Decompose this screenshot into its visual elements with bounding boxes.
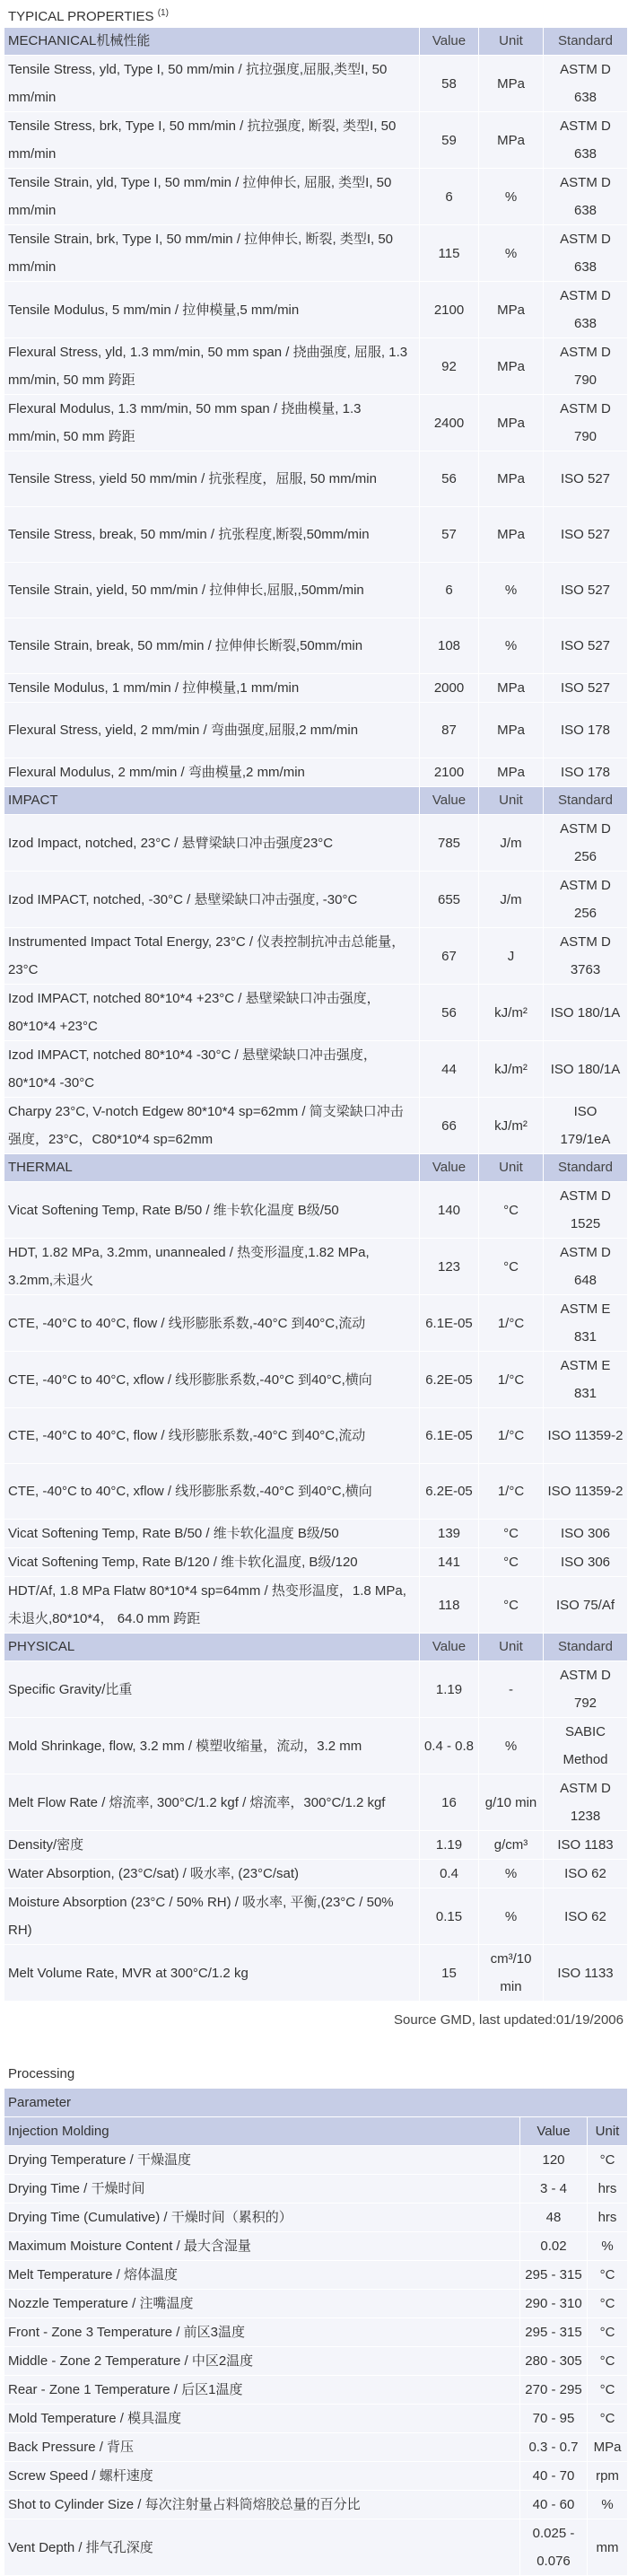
- property-row: [4, 282, 628, 338]
- value-header: Value: [520, 2117, 588, 2146]
- property-name: CTE, -40°C to 40°C, xflow / 线形膨胀系数,-40°C 到40°C,横向: [4, 1352, 420, 1408]
- processing-parameter: Mold Temperature / 模具温度: [4, 2405, 520, 2433]
- property-standard: ISO 62: [544, 1860, 628, 1888]
- value-header: Value: [420, 1154, 479, 1182]
- property-standard: ISO 1183: [544, 1831, 628, 1860]
- properties-table: [4, 27, 628, 2002]
- property-value: 57: [420, 507, 479, 563]
- value-header: Value: [420, 787, 479, 815]
- property-value: 123: [420, 1239, 479, 1295]
- property-standard: ISO 527: [544, 618, 628, 674]
- property-row: [4, 1577, 628, 1634]
- processing-value: 270 - 295: [520, 2376, 588, 2405]
- processing-row: [4, 2261, 628, 2290]
- property-value: 2400: [420, 395, 479, 451]
- property-row: [4, 1239, 628, 1295]
- processing-table-body: [4, 2089, 628, 2576]
- property-row: [4, 451, 628, 507]
- source-note: Source GMD, last updated:01/19/2006: [394, 2012, 624, 2028]
- property-name: Flexural Modulus, 2 mm/min / 弯曲模量,2 mm/min: [4, 758, 420, 787]
- property-name: Melt Flow Rate / 熔流率, 300°C/1.2 kgf / 熔流率，300°C/1.2 kgf: [4, 1774, 420, 1831]
- processing-value: 120: [520, 2146, 588, 2175]
- property-standard: ISO 11359-2: [544, 1408, 628, 1464]
- property-unit: MPa: [479, 507, 544, 563]
- property-value: 2100: [420, 758, 479, 787]
- property-unit: J/m: [479, 872, 544, 928]
- property-name: Tensile Strain, yld, Type I, 50 mm/min / 拉伸伸长, 屈服, 类型I, 50 mm/min: [4, 169, 420, 225]
- processing-parameter: Screw Speed / 螺杆速度: [4, 2462, 520, 2491]
- property-value: 6.1E-05: [420, 1295, 479, 1352]
- property-row: [4, 985, 628, 1041]
- processing-parameter: Front - Zone 3 Temperature / 前区3温度: [4, 2318, 520, 2347]
- property-standard: ISO 62: [544, 1888, 628, 1945]
- property-row: [4, 1548, 628, 1577]
- typical-properties: [4, 0, 627, 2034]
- processing-row: [4, 2347, 628, 2376]
- processing-unit: °C: [588, 2347, 628, 2376]
- property-row: [4, 1520, 628, 1548]
- standard-header: Standard: [544, 787, 628, 815]
- unit-header: Unit: [479, 1154, 544, 1182]
- processing-row: [4, 2318, 628, 2347]
- property-name: Tensile Stress, break, 50 mm/min / 抗张程度,断裂,50mm/min: [4, 507, 420, 563]
- property-name: Specific Gravity/比重: [4, 1661, 420, 1718]
- property-unit: °C: [479, 1239, 544, 1295]
- processing-unit: °C: [588, 2376, 628, 2405]
- property-value: 108: [420, 618, 479, 674]
- processing-title: Processing: [8, 2066, 75, 2081]
- property-unit: %: [479, 618, 544, 674]
- property-value: 44: [420, 1041, 479, 1098]
- processing-value: 48: [520, 2204, 588, 2232]
- processing-unit: hrs: [588, 2175, 628, 2204]
- section-header-row: [4, 787, 628, 815]
- processing-value: 40 - 60: [520, 2491, 588, 2519]
- property-value: 6.2E-05: [420, 1352, 479, 1408]
- property-unit: -: [479, 1661, 544, 1718]
- processing-parameter: Shot to Cylinder Size / 每次注射量占料筒熔胶总量的百分比: [4, 2491, 520, 2519]
- property-name: Izod Impact, notched, 23°C / 悬臂梁缺口冲击强度23°C: [4, 815, 420, 872]
- property-unit: MPa: [479, 56, 544, 112]
- section-title: IMPACT: [4, 787, 420, 815]
- property-standard: ISO 306: [544, 1520, 628, 1548]
- processing-unit: mm: [588, 2519, 628, 2576]
- processing-row: [4, 2462, 628, 2491]
- section-header-row: [4, 1154, 628, 1182]
- property-value: 118: [420, 1577, 479, 1634]
- property-row: [4, 169, 628, 225]
- property-row: [4, 1295, 628, 1352]
- section-title: PHYSICAL: [4, 1634, 420, 1661]
- property-value: 87: [420, 703, 479, 758]
- property-value: 6.2E-05: [420, 1464, 479, 1520]
- property-standard: ISO 179/1eA: [544, 1098, 628, 1154]
- property-name: Tensile Stress, brk, Type I, 50 mm/min / 抗拉强度, 断裂, 类型I, 50 mm/min: [4, 112, 420, 169]
- property-value: 1.19: [420, 1831, 479, 1860]
- property-row: [4, 1718, 628, 1774]
- processing-parameter: Drying Time (Cumulative) / 干燥时间（累积的）: [4, 2204, 520, 2232]
- property-row: [4, 507, 628, 563]
- property-row: [4, 395, 628, 451]
- property-value: 141: [420, 1548, 479, 1577]
- property-unit: MPa: [479, 282, 544, 338]
- processing-unit: %: [588, 2232, 628, 2261]
- property-standard: SABIC Method: [544, 1718, 628, 1774]
- property-value: 115: [420, 225, 479, 282]
- property-row: [4, 758, 628, 787]
- processing-table: [4, 2088, 628, 2576]
- property-unit: MPa: [479, 451, 544, 507]
- processing-unit: °C: [588, 2405, 628, 2433]
- property-row: [4, 928, 628, 985]
- property-unit: kJ/m²: [479, 985, 544, 1041]
- processing-section: [4, 2088, 627, 2576]
- processing-parameter: Middle - Zone 2 Temperature / 中区2温度: [4, 2347, 520, 2376]
- property-value: 140: [420, 1182, 479, 1239]
- property-name: Tensile Strain, brk, Type I, 50 mm/min / 拉伸伸长, 断裂, 类型I, 50 mm/min: [4, 225, 420, 282]
- property-standard: ASTM D 790: [544, 338, 628, 395]
- property-value: 2100: [420, 282, 479, 338]
- property-standard: ISO 180/1A: [544, 985, 628, 1041]
- property-unit: MPa: [479, 758, 544, 787]
- property-unit: kJ/m²: [479, 1041, 544, 1098]
- value-header: Value: [420, 28, 479, 56]
- property-name: Flexural Stress, yld, 1.3 mm/min, 50 mm span / 挠曲强度, 屈服, 1.3 mm/min, 50 mm 跨距: [4, 338, 420, 395]
- property-standard: ISO 527: [544, 507, 628, 563]
- property-unit: %: [479, 563, 544, 618]
- processing-row: [4, 2175, 628, 2204]
- property-name: Density/密度: [4, 1831, 420, 1860]
- property-unit: kJ/m²: [479, 1098, 544, 1154]
- property-row: [4, 338, 628, 395]
- processing-value: 280 - 305: [520, 2347, 588, 2376]
- processing-value: 40 - 70: [520, 2462, 588, 2491]
- property-unit: J/m: [479, 815, 544, 872]
- property-unit: 1/°C: [479, 1295, 544, 1352]
- property-row: [4, 618, 628, 674]
- property-name: Vicat Softening Temp, Rate B/50 / 维卡软化温度 B级/50: [4, 1520, 420, 1548]
- property-row: [4, 56, 628, 112]
- processing-row: [4, 2290, 628, 2318]
- property-name: Mold Shrinkage, flow, 3.2 mm / 模塑收缩量，流动，3.2 mm: [4, 1718, 420, 1774]
- unit-header: Unit: [479, 1634, 544, 1661]
- property-standard: ASTM D 1238: [544, 1774, 628, 1831]
- property-name: HDT, 1.82 MPa, 3.2mm, unannealed / 热变形温度,1.82 MPa, 3.2mm,未退火: [4, 1239, 420, 1295]
- property-standard: ASTM D 638: [544, 112, 628, 169]
- processing-value: 0.02: [520, 2232, 588, 2261]
- property-value: 15: [420, 1945, 479, 2002]
- property-row: [4, 225, 628, 282]
- property-standard: ISO 527: [544, 451, 628, 507]
- property-row: [4, 674, 628, 703]
- property-value: 139: [420, 1520, 479, 1548]
- property-unit: cm³/10 min: [479, 1945, 544, 2002]
- property-value: 785: [420, 815, 479, 872]
- properties-table-body: [4, 28, 628, 2002]
- unit-header: Unit: [588, 2117, 628, 2146]
- property-value: 92: [420, 338, 479, 395]
- property-row: [4, 112, 628, 169]
- property-standard: ASTM D 790: [544, 395, 628, 451]
- property-name: Tensile Modulus, 1 mm/min / 拉伸模量,1 mm/min: [4, 674, 420, 703]
- property-name: Izod IMPACT, notched 80*10*4 +23°C / 悬壁梁缺口冲击强度，80*10*4 +23°C: [4, 985, 420, 1041]
- property-name: HDT/Af, 1.8 MPa Flatw 80*10*4 sp=64mm / 热变形温度，1.8 MPa, 未退火,80*10*4， 64.0 mm 跨距: [4, 1577, 420, 1634]
- property-value: 58: [420, 56, 479, 112]
- processing-value: 295 - 315: [520, 2318, 588, 2347]
- property-unit: %: [479, 1860, 544, 1888]
- title-superscript: (1): [157, 8, 169, 18]
- property-row: [4, 1945, 628, 2002]
- processing-parameter: Back Pressure / 背压: [4, 2433, 520, 2462]
- processing-row: [4, 2405, 628, 2433]
- property-standard: ASTM D 1525: [544, 1182, 628, 1239]
- processing-unit: rpm: [588, 2462, 628, 2491]
- section-title: THERMAL: [4, 1154, 420, 1182]
- property-unit: MPa: [479, 112, 544, 169]
- processing-value: 295 - 315: [520, 2261, 588, 2290]
- property-name: Vicat Softening Temp, Rate B/120 / 维卡软化温度, B级/120: [4, 1548, 420, 1577]
- processing-row: [4, 2519, 628, 2576]
- processing-unit: °C: [588, 2261, 628, 2290]
- property-value: 0.4: [420, 1860, 479, 1888]
- property-standard: ISO 178: [544, 758, 628, 787]
- property-unit: °C: [479, 1520, 544, 1548]
- injection-molding-header-row: [4, 2117, 628, 2146]
- processing-value: 0.025 - 0.076: [520, 2519, 588, 2576]
- property-value: 16: [420, 1774, 479, 1831]
- property-name: Vicat Softening Temp, Rate B/50 / 维卡软化温度 B级/50: [4, 1182, 420, 1239]
- property-unit: %: [479, 1888, 544, 1945]
- processing-parameter: Rear - Zone 1 Temperature / 后区1温度: [4, 2376, 520, 2405]
- property-value: 0.15: [420, 1888, 479, 1945]
- property-standard: ASTM D 638: [544, 56, 628, 112]
- property-value: 6.1E-05: [420, 1408, 479, 1464]
- value-header: Value: [420, 1634, 479, 1661]
- unit-header: Unit: [479, 787, 544, 815]
- property-unit: MPa: [479, 338, 544, 395]
- unit-header: Unit: [479, 28, 544, 56]
- property-value: 6: [420, 563, 479, 618]
- property-row: [4, 1774, 628, 1831]
- property-standard: ASTM D 256: [544, 872, 628, 928]
- property-name: Moisture Absorption (23°C / 50% RH) / 吸水率, 平衡,(23°C / 50% RH): [4, 1888, 420, 1945]
- property-value: 6: [420, 169, 479, 225]
- processing-unit: °C: [588, 2290, 628, 2318]
- page-title: [4, 0, 627, 27]
- standard-header: Standard: [544, 28, 628, 56]
- property-value: 59: [420, 112, 479, 169]
- parameter-label: Parameter: [4, 2089, 628, 2117]
- section-header-row: [4, 1634, 628, 1661]
- processing-row: [4, 2433, 628, 2462]
- property-unit: °C: [479, 1548, 544, 1577]
- property-name: Flexural Modulus, 1.3 mm/min, 50 mm span / 挠曲模量, 1.3 mm/min, 50 mm 跨距: [4, 395, 420, 451]
- property-value: 67: [420, 928, 479, 985]
- property-standard: ISO 306: [544, 1548, 628, 1577]
- property-unit: °C: [479, 1182, 544, 1239]
- processing-row: [4, 2232, 628, 2261]
- injection-molding-label: Injection Molding: [4, 2117, 520, 2146]
- property-unit: %: [479, 1718, 544, 1774]
- processing-unit: %: [588, 2491, 628, 2519]
- property-name: Charpy 23°C, V-notch Edgew 80*10*4 sp=62mm / 简支梁缺口冲击强度，23°C，C80*10*4 sp=62mm: [4, 1098, 420, 1154]
- property-unit: 1/°C: [479, 1352, 544, 1408]
- section-header-row: [4, 28, 628, 56]
- processing-value: 70 - 95: [520, 2405, 588, 2433]
- property-unit: %: [479, 169, 544, 225]
- standard-header: Standard: [544, 1154, 628, 1182]
- property-name: CTE, -40°C to 40°C, xflow / 线形膨胀系数,-40°C 到40°C,横向: [4, 1464, 420, 1520]
- property-unit: MPa: [479, 703, 544, 758]
- property-name: Tensile Strain, break, 50 mm/min / 拉伸伸长断裂,50mm/min: [4, 618, 420, 674]
- property-row: [4, 1041, 628, 1098]
- property-standard: ISO 178: [544, 703, 628, 758]
- processing-unit: hrs: [588, 2204, 628, 2232]
- property-value: 56: [420, 451, 479, 507]
- standard-header: Standard: [544, 1634, 628, 1661]
- property-standard: ASTM D 638: [544, 169, 628, 225]
- property-name: Tensile Strain, yield, 50 mm/min / 拉伸伸长,屈服,,50mm/min: [4, 563, 420, 618]
- property-standard: ASTM D 648: [544, 1239, 628, 1295]
- property-row: [4, 1831, 628, 1860]
- processing-parameter: Melt Temperature / 熔体温度: [4, 2261, 520, 2290]
- property-row: [4, 1888, 628, 1945]
- property-row: [4, 1860, 628, 1888]
- processing-value: 290 - 310: [520, 2290, 588, 2318]
- property-standard: ISO 11359-2: [544, 1464, 628, 1520]
- title-text: TYPICAL PROPERTIES: [8, 9, 154, 24]
- property-standard: ASTM D 256: [544, 815, 628, 872]
- property-name: Tensile Stress, yld, Type I, 50 mm/min / 抗拉强度,屈服,类型I, 50 mm/min: [4, 56, 420, 112]
- property-name: CTE, -40°C to 40°C, flow / 线形膨胀系数,-40°C 到40°C,流动: [4, 1295, 420, 1352]
- property-standard: ISO 1133: [544, 1945, 628, 2002]
- processing-parameter: Vent Depth / 排气孔深度: [4, 2519, 520, 2576]
- property-unit: °C: [479, 1577, 544, 1634]
- property-row: [4, 872, 628, 928]
- property-value: 2000: [420, 674, 479, 703]
- processing-row: [4, 2376, 628, 2405]
- property-unit: g/10 min: [479, 1774, 544, 1831]
- property-name: Tensile Modulus, 5 mm/min / 拉伸模量,5 mm/min: [4, 282, 420, 338]
- property-standard: ASTM E 831: [544, 1295, 628, 1352]
- property-standard: ISO 527: [544, 563, 628, 618]
- property-unit: 1/°C: [479, 1464, 544, 1520]
- property-value: 66: [420, 1098, 479, 1154]
- property-unit: g/cm³: [479, 1831, 544, 1860]
- property-row: [4, 815, 628, 872]
- processing-row: [4, 2204, 628, 2232]
- property-row: [4, 703, 628, 758]
- property-row: [4, 1098, 628, 1154]
- processing-value: 0.3 - 0.7: [520, 2433, 588, 2462]
- property-unit: %: [479, 225, 544, 282]
- property-standard: ASTM D 792: [544, 1661, 628, 1718]
- property-row: [4, 1352, 628, 1408]
- processing-row: [4, 2146, 628, 2175]
- parameter-header-row: [4, 2089, 628, 2117]
- property-row: [4, 1464, 628, 1520]
- property-value: 0.4 - 0.8: [420, 1718, 479, 1774]
- property-standard: ASTM D 638: [544, 225, 628, 282]
- property-name: Instrumented Impact Total Energy, 23°C / 仪表控制抗冲击总能量，23°C: [4, 928, 420, 985]
- section-title: MECHANICAL机械性能: [4, 28, 420, 56]
- property-standard: ASTM D 638: [544, 282, 628, 338]
- property-row: [4, 563, 628, 618]
- property-name: Water Absorption, (23°C/sat) / 吸水率, (23°C/sat): [4, 1860, 420, 1888]
- processing-parameter: Drying Temperature / 干燥温度: [4, 2146, 520, 2175]
- property-row: [4, 1661, 628, 1718]
- property-standard: ISO 75/Af: [544, 1577, 628, 1634]
- property-name: CTE, -40°C to 40°C, flow / 线形膨胀系数,-40°C 到40°C,流动: [4, 1408, 420, 1464]
- property-standard: ISO 527: [544, 674, 628, 703]
- processing-parameter: Maximum Moisture Content / 最大含湿量: [4, 2232, 520, 2261]
- property-value: 1.19: [420, 1661, 479, 1718]
- property-name: Tensile Stress, yield 50 mm/min / 抗张程度，屈服, 50 mm/min: [4, 451, 420, 507]
- processing-value: 3 - 4: [520, 2175, 588, 2204]
- property-unit: J: [479, 928, 544, 985]
- property-row: [4, 1182, 628, 1239]
- property-name: Flexural Stress, yield, 2 mm/min / 弯曲强度,屈服,2 mm/min: [4, 703, 420, 758]
- property-standard: ASTM D 3763: [544, 928, 628, 985]
- processing-parameter: Drying Time / 干燥时间: [4, 2175, 520, 2204]
- processing-parameter: Nozzle Temperature / 注嘴温度: [4, 2290, 520, 2318]
- processing-unit: MPa: [588, 2433, 628, 2462]
- property-standard: ISO 180/1A: [544, 1041, 628, 1098]
- property-unit: 1/°C: [479, 1408, 544, 1464]
- property-unit: MPa: [479, 674, 544, 703]
- property-standard: ASTM E 831: [544, 1352, 628, 1408]
- property-name: Izod IMPACT, notched 80*10*4 -30°C / 悬壁梁缺口冲击强度，80*10*4 -30°C: [4, 1041, 420, 1098]
- property-name: Melt Volume Rate, MVR at 300°C/1.2 kg: [4, 1945, 420, 2002]
- property-value: 655: [420, 872, 479, 928]
- processing-unit: °C: [588, 2146, 628, 2175]
- property-value: 56: [420, 985, 479, 1041]
- property-name: Izod IMPACT, notched, -30°C / 悬壁梁缺口冲击强度, -30°C: [4, 872, 420, 928]
- property-row: [4, 1408, 628, 1464]
- processing-unit: °C: [588, 2318, 628, 2347]
- property-unit: MPa: [479, 395, 544, 451]
- processing-row: [4, 2491, 628, 2519]
